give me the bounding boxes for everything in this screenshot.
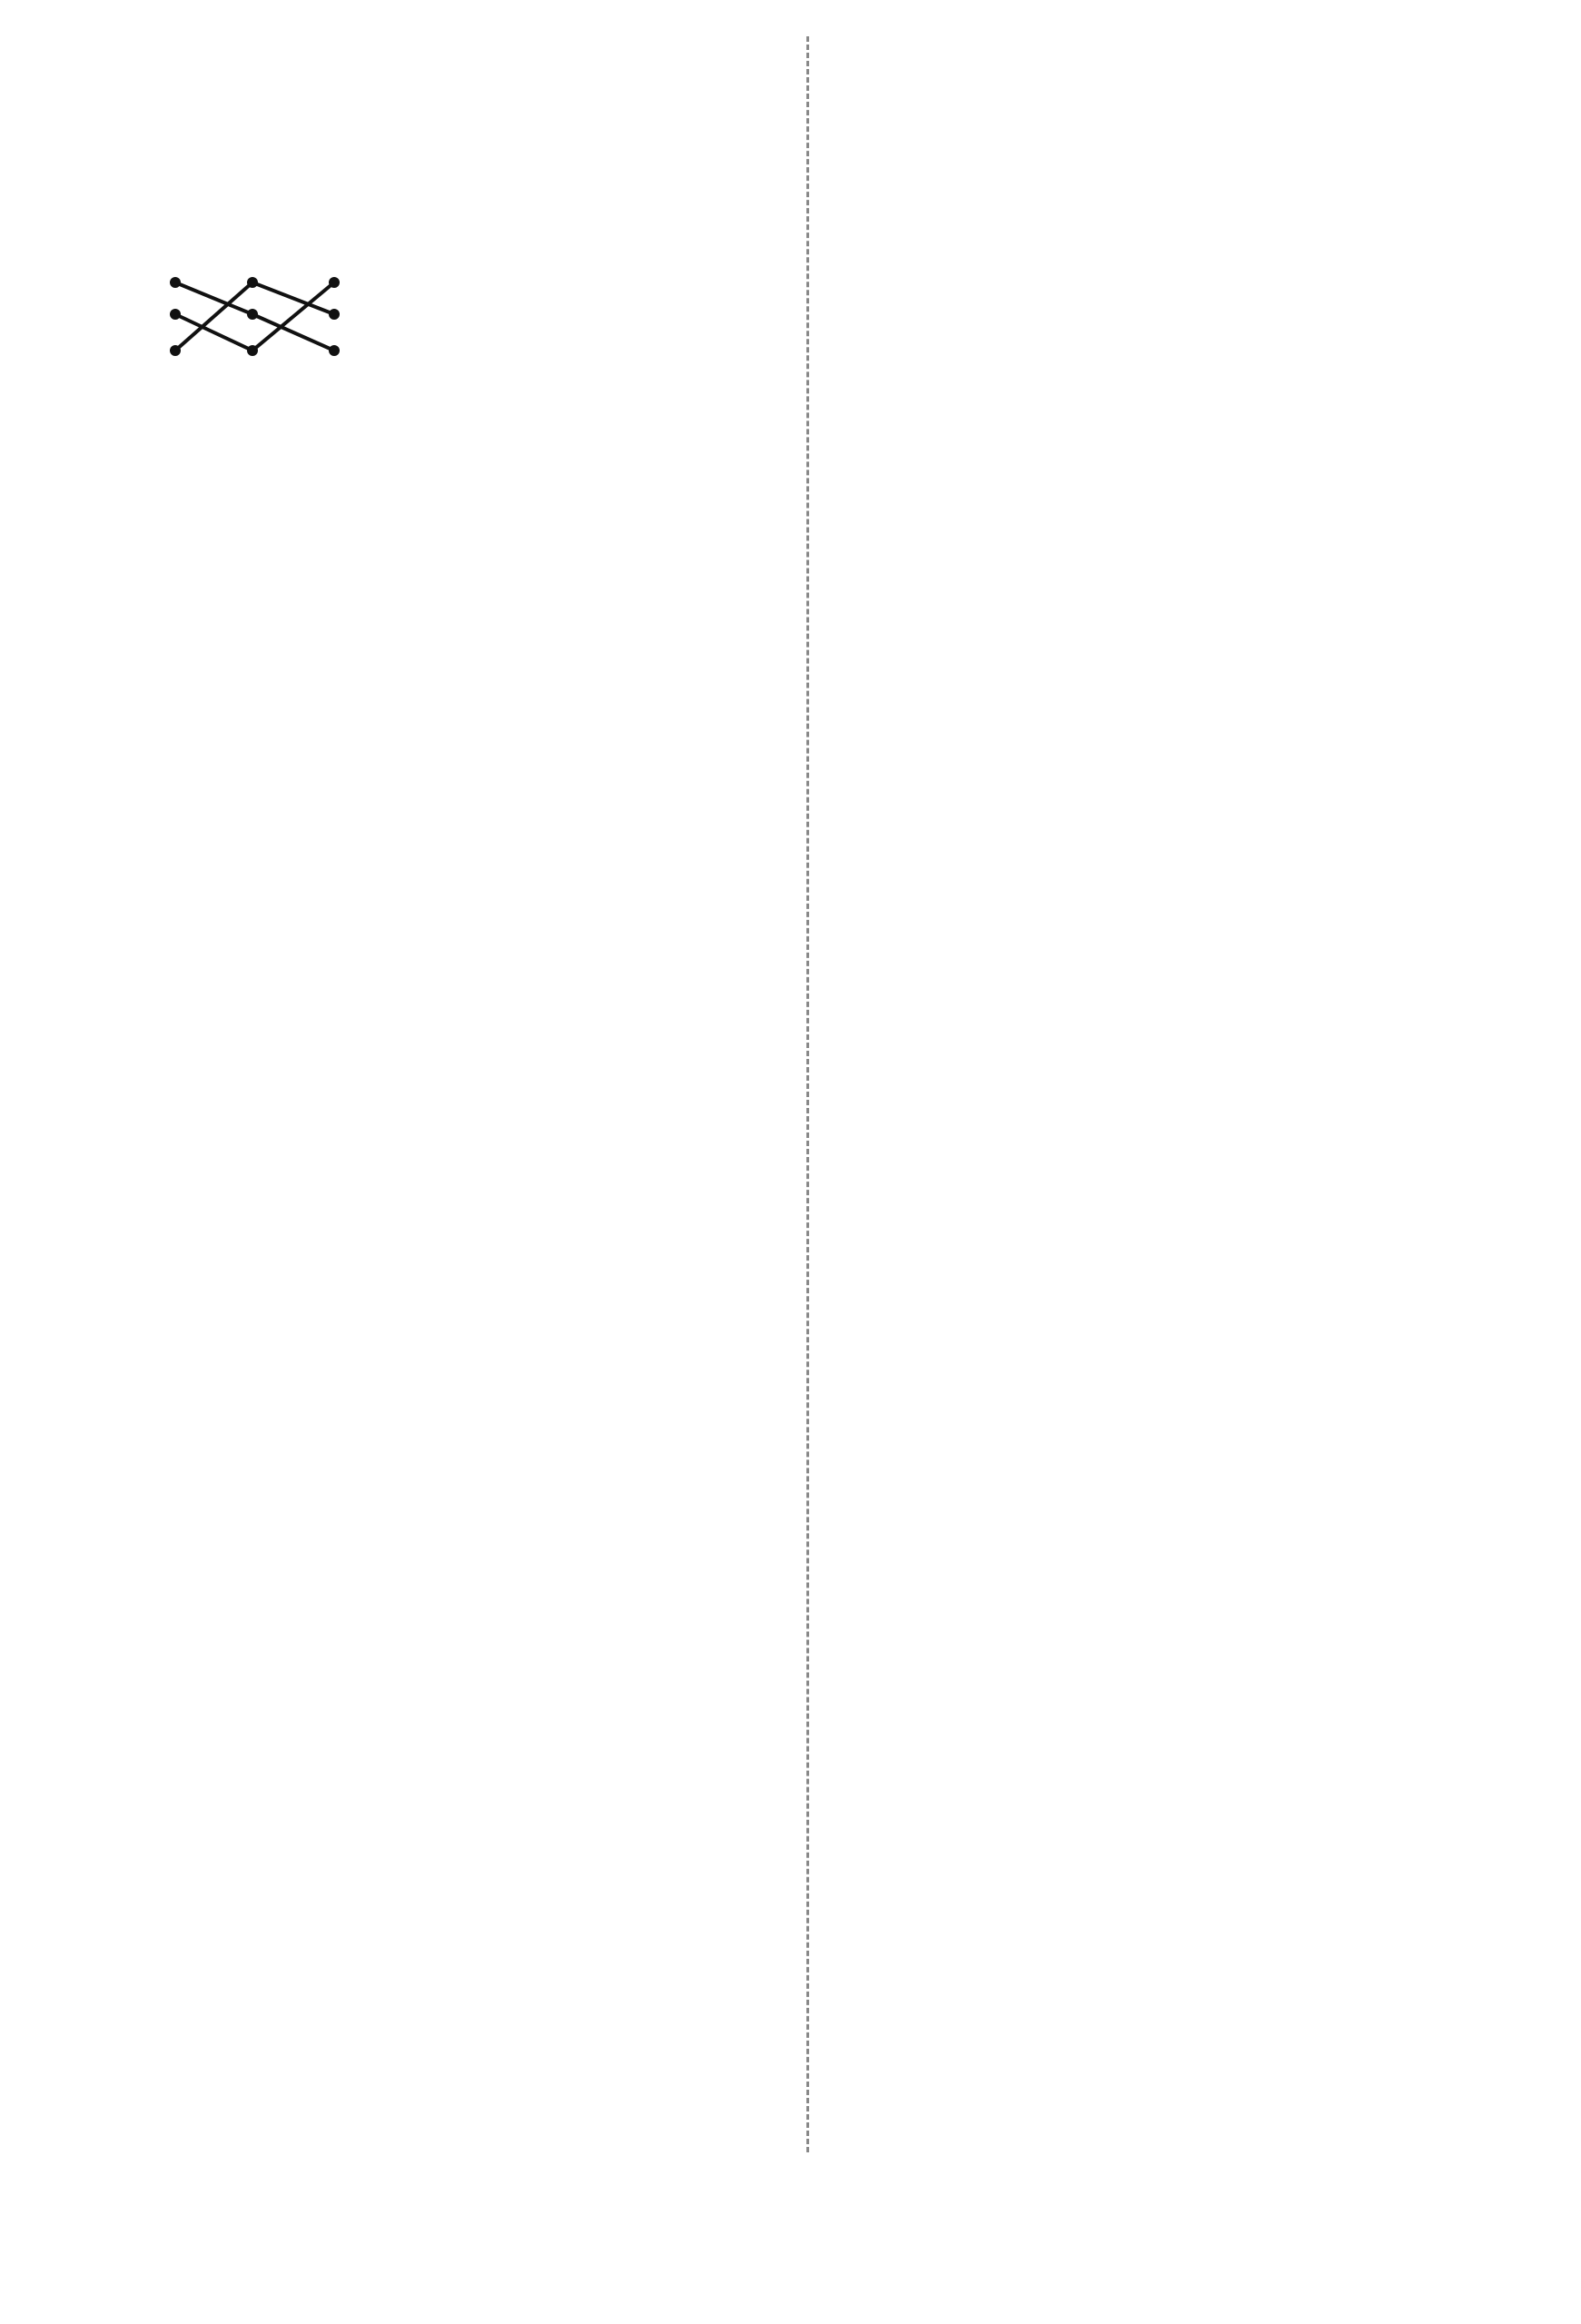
matching-diagram xyxy=(171,278,361,387)
column-divider xyxy=(806,36,809,2152)
answer-line xyxy=(89,343,98,380)
